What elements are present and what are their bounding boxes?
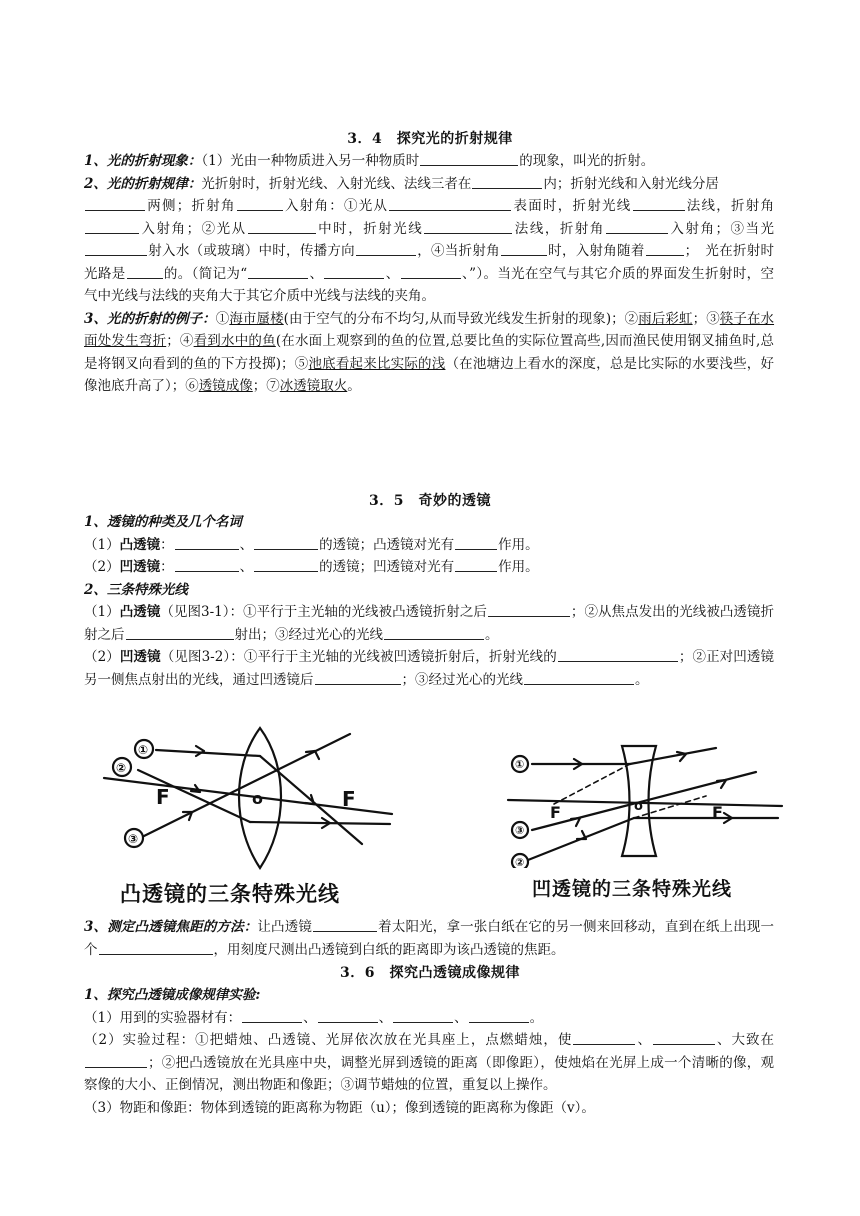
- fill-blank[interactable]: [248, 264, 308, 279]
- focus-label-right: F: [342, 787, 356, 811]
- paragraph-refraction-examples: [84, 308, 774, 398]
- fill-blank[interactable]: [254, 535, 318, 550]
- text: （1）用到的实验器材有：: [84, 1009, 242, 1026]
- paragraph-refraction-law: [84, 173, 774, 308]
- text: 、: [454, 1009, 468, 1026]
- ray-1-incident: [156, 750, 260, 756]
- fill-blank[interactable]: [315, 670, 401, 685]
- heading-refraction-law: 2、光的折射规律：: [84, 175, 202, 192]
- fill-blank[interactable]: [313, 917, 377, 932]
- fill-blank[interactable]: [127, 264, 163, 279]
- fill-blank[interactable]: [501, 241, 547, 256]
- text: ：: [160, 559, 174, 575]
- text: 时，入射角随着: [547, 243, 645, 259]
- fill-blank[interactable]: [248, 219, 316, 234]
- heading-refraction-examples: 3、光的折射的例子：: [84, 310, 216, 327]
- paragraph-concave-rays: [84, 646, 774, 691]
- fill-blank[interactable]: [85, 196, 145, 211]
- ray-1-refracted: [630, 748, 716, 764]
- example-rainbow: 雨后彩虹: [638, 310, 693, 327]
- text: ；②从焦点发出的光线被凸透镜折射之后: [84, 604, 775, 643]
- text: 、: [309, 265, 324, 282]
- text: ，④当折射角: [416, 243, 500, 259]
- text: （1）光由一种物质进入另一种物质时: [201, 153, 420, 169]
- fill-blank[interactable]: [126, 625, 234, 640]
- text: 。: [485, 626, 499, 643]
- ray-number-2: ②: [116, 761, 127, 775]
- text: 。: [635, 671, 649, 688]
- fill-blank[interactable]: [469, 1008, 529, 1023]
- text: 、: [303, 1009, 317, 1026]
- text: 的。（简记为“: [163, 265, 248, 282]
- text: 入射角；②光从: [140, 220, 247, 237]
- text: 入射角；③当光: [668, 220, 775, 237]
- ray-number-3: ③: [128, 832, 139, 846]
- text: ”）。当光在空气与其它介质的界面发生折射时，空气中光线与法线的夹角大于其它介质中光线与法线的夹角。: [84, 265, 775, 304]
- text: 内；折射光线和入射光线分居: [543, 175, 719, 192]
- text: ； 光在折射时光路是: [84, 243, 775, 282]
- figure-convex-lens-rays: [100, 726, 400, 906]
- fill-blank[interactable]: [237, 196, 283, 211]
- example-ice-lens: 冰透镜取火: [279, 378, 348, 394]
- fill-blank[interactable]: [455, 557, 497, 572]
- heading-focal-length-method: 3、测定凸透镜焦距的方法：: [84, 919, 258, 935]
- fill-blank[interactable]: [85, 219, 139, 234]
- fill-blank[interactable]: [633, 196, 685, 211]
- text: 、: [636, 1032, 652, 1048]
- text: 中时，折射光线: [316, 220, 424, 237]
- fill-blank[interactable]: [420, 151, 518, 166]
- section-3-5-body: [84, 511, 774, 691]
- text: 着太阳光，拿一张白纸在它的另一侧来回移动，直到在纸上出现一个: [84, 919, 775, 958]
- fill-blank[interactable]: [573, 1030, 635, 1045]
- text: (由于空气的分布不均匀,从而导致光线发生折射的现象)；②: [283, 310, 639, 327]
- heading-refraction-phenomenon: 1、光的折射现象：: [84, 153, 202, 169]
- term-convex-lens: 凸透镜: [119, 536, 161, 553]
- text: 的透镜；凸透镜对光有: [319, 536, 455, 553]
- text: ；③经过光心的光线: [401, 671, 523, 688]
- text: 表面时，折射光线: [512, 198, 632, 214]
- fill-blank[interactable]: [472, 174, 542, 189]
- text: ：: [160, 536, 174, 553]
- ray-2-refracted: [250, 822, 390, 824]
- text: ；④: [166, 333, 194, 349]
- fill-blank[interactable]: [318, 1008, 378, 1023]
- line-object-image-distance: （3）物距和像距：物体到透镜的距离称为物距（u）；像到透镜的距离称为像距（v）。: [84, 1099, 595, 1116]
- fill-blank[interactable]: [389, 196, 511, 211]
- text: 作用。: [498, 559, 539, 575]
- text: 的现象，叫光的折射。: [519, 153, 655, 169]
- text: 、: [378, 1009, 393, 1026]
- line-concave-lens: [84, 556, 774, 579]
- text: 让凸透镜: [257, 919, 313, 935]
- fill-blank[interactable]: [455, 535, 497, 550]
- text: ，用刻度尺测出凸透镜到白纸的距离即为该凸透镜的焦距。: [213, 941, 565, 958]
- text: (在水面上观察到的鱼的位置,总要比鱼的实际位置高些,因而渔民使用钢叉捕鱼时,总是将钢叉向看到的鱼的下方投掷)；⑤: [84, 333, 775, 372]
- text: ；②正对凹透镜另一侧焦点射出的光线，通过凹透镜后: [84, 649, 775, 688]
- line-convex-lens: [84, 534, 774, 557]
- text: （见图3-1）：①平行于主光轴的光线被凸透镜折射之后: [160, 604, 487, 620]
- paragraph-refraction-phenomenon: [84, 150, 774, 173]
- text: ；③: [692, 310, 720, 327]
- text: （1）: [84, 536, 120, 553]
- text: 、: [461, 265, 470, 282]
- section-title-3-5: 3．5 奇妙的透镜: [369, 493, 491, 509]
- example-mirage: 海市蜃楼: [229, 310, 284, 327]
- text: 、: [239, 536, 254, 553]
- section-title-3-6: 3．6 探究凸透镜成像规律: [340, 965, 520, 981]
- arrow-icon: [196, 746, 204, 756]
- text: 。: [529, 1009, 544, 1026]
- text: ①: [215, 310, 230, 327]
- term-convex-lens: 凸透镜: [119, 604, 161, 620]
- heading-lens-types: 1、透镜的种类及几个名词: [84, 514, 242, 530]
- fill-blank[interactable]: [254, 557, 318, 572]
- term-concave-lens: 凹透镜: [119, 559, 161, 575]
- text: 、: [239, 559, 254, 575]
- ray-number-3: ③: [515, 824, 525, 837]
- fill-blank[interactable]: [401, 264, 461, 279]
- fill-blank[interactable]: [646, 241, 684, 256]
- heading-special-rays: 2、三条特殊光线: [84, 581, 188, 598]
- optical-center-label: o: [252, 789, 263, 808]
- text: 的透镜；凹透镜对光有: [319, 559, 455, 575]
- text: ；②把凸透镜放在光具座中央，调整光屏到透镜的距离（即像距），使烛焰在光屏上成一个清晰的像，观察像的大小、正倒情况，测出物距和像距；③调节蜡烛的位置，重复以上操作。: [84, 1054, 774, 1093]
- text: （在池塘边上看水的深度，总是比实际的水要浅些，好像池底升高了）；⑥: [84, 355, 774, 394]
- ray-1-extension: [554, 764, 630, 804]
- fill-blank[interactable]: [324, 264, 384, 279]
- fill-blank[interactable]: [99, 940, 213, 955]
- optical-center-label: o: [634, 799, 643, 814]
- fill-blank[interactable]: [175, 557, 239, 572]
- ray-number-1: ①: [515, 758, 525, 771]
- ray-2-extension: [634, 796, 706, 818]
- text: 射入水（或玻璃）中时，传播方向: [148, 243, 355, 259]
- fill-blank[interactable]: [175, 535, 239, 550]
- text: 射出；③经过光心的光线: [234, 626, 383, 643]
- ray-number-2: ②: [515, 856, 525, 868]
- figure-caption-convex: 凸透镜的三条特殊光线: [120, 882, 340, 906]
- fill-blank[interactable]: [242, 1008, 302, 1023]
- text: ；⑦: [252, 378, 280, 394]
- text: 。: [347, 378, 361, 394]
- fill-blank[interactable]: [488, 602, 570, 617]
- text: （2）: [84, 559, 120, 575]
- text: （见图3-2）：①平行于主光轴的光线被凹透镜折射后，折射光线的: [160, 649, 557, 665]
- figure-concave-lens-rays: [506, 742, 786, 900]
- fill-blank[interactable]: [558, 647, 678, 662]
- text: 法线，折射角: [685, 198, 774, 214]
- text: 、大致在: [715, 1032, 775, 1048]
- text: 入射角：①光从: [283, 198, 389, 214]
- text: 、: [385, 265, 400, 282]
- text: 法线，折射角: [513, 220, 605, 237]
- heading-imaging-experiment: 1、探究凸透镜成像规律实验:: [84, 987, 261, 1003]
- section-title-3-4: 3．4 探究光的折射规律: [347, 131, 513, 147]
- ray-number-1: ①: [138, 743, 149, 757]
- figure-caption-concave: 凹透镜的三条特殊光线: [532, 878, 733, 900]
- example-pool-depth: 池底看起来比实际的浅: [308, 355, 446, 372]
- text: 作用。: [498, 536, 539, 553]
- fill-blank[interactable]: [85, 1053, 147, 1068]
- text: （1）: [84, 604, 120, 620]
- paragraph-convex-rays: [84, 601, 774, 646]
- ray-2-incident: [138, 770, 250, 822]
- fill-blank[interactable]: [653, 1030, 715, 1045]
- example-fish: 看到水中的鱼: [193, 333, 276, 349]
- example-chopsticks: 筷子在水面处发生弯折: [84, 310, 775, 349]
- text: 两侧；折射角: [146, 198, 236, 214]
- focus-label-left: F: [550, 803, 561, 822]
- section-3-6-body: [84, 984, 774, 1119]
- section-3-4-body: [84, 150, 774, 398]
- arrow-icon: [677, 752, 686, 761]
- fill-blank[interactable]: [606, 219, 668, 234]
- fill-blank[interactable]: [393, 1008, 453, 1023]
- arrow-icon: [717, 780, 726, 788]
- text: 光折射时，折射光线、入射光线、法线三者在: [201, 175, 472, 192]
- text: （2）: [84, 649, 120, 665]
- line-equipment: [84, 1007, 774, 1030]
- arrow-icon: [571, 818, 580, 826]
- focus-label-right: F: [712, 803, 723, 822]
- fill-blank[interactable]: [384, 625, 484, 640]
- paragraph-procedure: [84, 1029, 774, 1097]
- fill-blank[interactable]: [356, 241, 416, 256]
- fill-blank[interactable]: [424, 219, 512, 234]
- fill-blank[interactable]: [524, 670, 634, 685]
- fill-blank[interactable]: [85, 241, 147, 256]
- focus-label-left: F: [156, 785, 170, 809]
- paragraph-focal-length-method: [84, 916, 774, 961]
- term-concave-lens: 凹透镜: [119, 649, 161, 665]
- text: （2）实验过程：①把蜡烛、凸透镜、光屏依次放在光具座上，点燃蜡烛，使: [84, 1032, 573, 1048]
- example-lens-imaging: 透镜成像: [198, 378, 253, 394]
